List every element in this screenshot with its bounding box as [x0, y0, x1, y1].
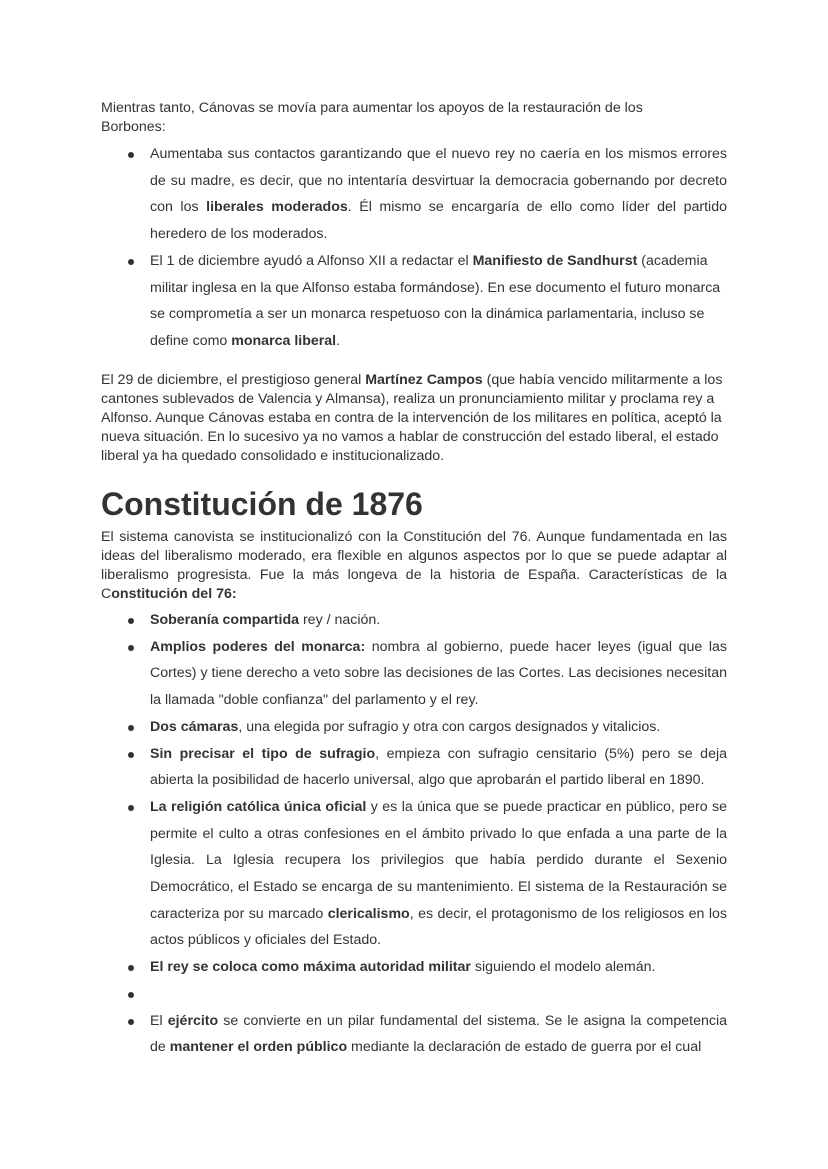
list-item — [101, 714, 727, 741]
list-caracteristicas — [101, 607, 727, 1061]
paragraph-constitucion — [101, 528, 727, 604]
intro-paragraph — [101, 99, 681, 137]
text-segment: siguiendo el modelo alemán. — [470, 959, 656, 976]
bold-text: La religión católica única oficial — [150, 798, 367, 815]
text-segment: nombra al gobierno, puede hacer leyes (igual que las Cortes) y tiene derecho a veto sobre las decisiones de las Cortes. Las decisiones necesitan la llamada "doble confianza" del parlamento y el rey. — [150, 638, 727, 709]
bold-text: monarca liberal — [231, 332, 337, 349]
list-restauracion — [101, 141, 727, 355]
text-segment: , empieza con sufragio censitario (5%) pero se deja abierta la posibilidad de hacerlo universal, algo que aprobarán el partido liberal en 1890. — [150, 745, 727, 789]
list-item — [101, 634, 727, 714]
text-segment: Mientras tanto, Cánovas se movía para aumentar los apoyos de la restauración de los Borbones: — [101, 100, 643, 135]
bold-text: mantener el orden público — [169, 1039, 348, 1056]
list-item — [101, 954, 727, 981]
text-segment: , es decir, el protagonismo de los religiosos en los actos públicos y oficiales del Estado. — [150, 905, 727, 949]
bold-text: ejército — [167, 1012, 219, 1029]
paragraph-martinez-campos — [101, 371, 727, 466]
list-item — [101, 981, 727, 1008]
bold-text: clericalismo — [327, 905, 410, 922]
text-segment: , una elegida por sufragio y otra con cargos designados y vitalicios. — [238, 718, 661, 735]
text-segment: rey / nación. — [299, 612, 381, 628]
text-segment: y es la única que se puede practicar en público, pero se permite el culto a otras confesiones en el ámbito privado lo que enfada a una parte de la Iglesia. La Iglesia recupera los privilegios que había perdido durante el Sexenio Democrático, el Estado se encarga de su mantenimiento. El sistema de la Restauración se caracteriza por su marcado — [150, 798, 727, 922]
text-segment: El — [150, 1012, 168, 1029]
text-segment: . Él mismo se encargaría de ello como líder del partido heredero de los moderados. — [150, 199, 727, 243]
list-item — [101, 1008, 727, 1061]
text-segment: . — [336, 332, 341, 349]
text-segment: (que había vencido militarmente a los cantones sublevados de Valencia y Almansa), realiza un pronunciamiento militar y proclama rey a Alfonso. Aunque Cánovas estaba en contra de la intervención de los militares en política, aceptó la nueva situación. En lo sucesivo ya no vamos a hablar de construcción del estado liberal, el estado liberal ya ha quedado consolidado e institucionalizado. — [101, 372, 723, 464]
text-segment: se convierte en un pilar fundamental del sistema. Se le asigna la competencia de — [150, 1012, 727, 1056]
list-item — [101, 607, 727, 634]
list-item — [101, 794, 727, 954]
section-heading: Constitución de 1876 — [101, 486, 423, 522]
bold-text: Soberanía compartida — [150, 612, 300, 628]
bold-text: Martínez Campos — [365, 372, 483, 388]
bold-text: onstitución del 76: — [111, 586, 237, 602]
text-segment: El 29 de diciembre, el prestigioso general — [101, 372, 366, 388]
text-segment: Aumentaba sus contactos garantizando que el nuevo rey no caería en los mismos errores de su madre, es decir, que no intentaría desvirtuar la democracia gobernando por decreto con los — [150, 146, 727, 216]
list-item — [101, 141, 727, 248]
bold-text: Amplios poderes del monarca: — [150, 638, 366, 655]
text-segment: El sistema canovista se institucionalizó con la Constitución del 76. Aunque fundamentada en las ideas del liberalismo moderado, era flexible en algunos aspectos por lo que se puede adaptar al liberalismo progresista. Fue la más longeva de la historia de España. Características de la C — [101, 529, 727, 602]
bold-text: El rey se coloca como máxima autoridad militar — [150, 959, 471, 976]
bold-text: Sin precisar el tipo de sufragio — [150, 745, 376, 762]
text-segment: mediante la declaración de estado de guerra por el cual — [347, 1039, 702, 1056]
bold-text: liberales moderados — [206, 199, 348, 216]
bold-text: Dos cámaras — [150, 718, 239, 735]
text-segment: El 1 de diciembre ayudó a Alfonso XII a redactar el — [150, 252, 473, 269]
list-item — [101, 741, 727, 794]
text-segment: (academia militar inglesa en la que Alfonso estaba formándose). En ese documento el futuro monarca se comprometía a ser un monarca respetuoso con la dinámica parlamentaria, incluso se define como — [150, 252, 721, 349]
bold-text: Manifiesto de Sandhurst — [472, 252, 638, 269]
list-item — [101, 248, 727, 355]
